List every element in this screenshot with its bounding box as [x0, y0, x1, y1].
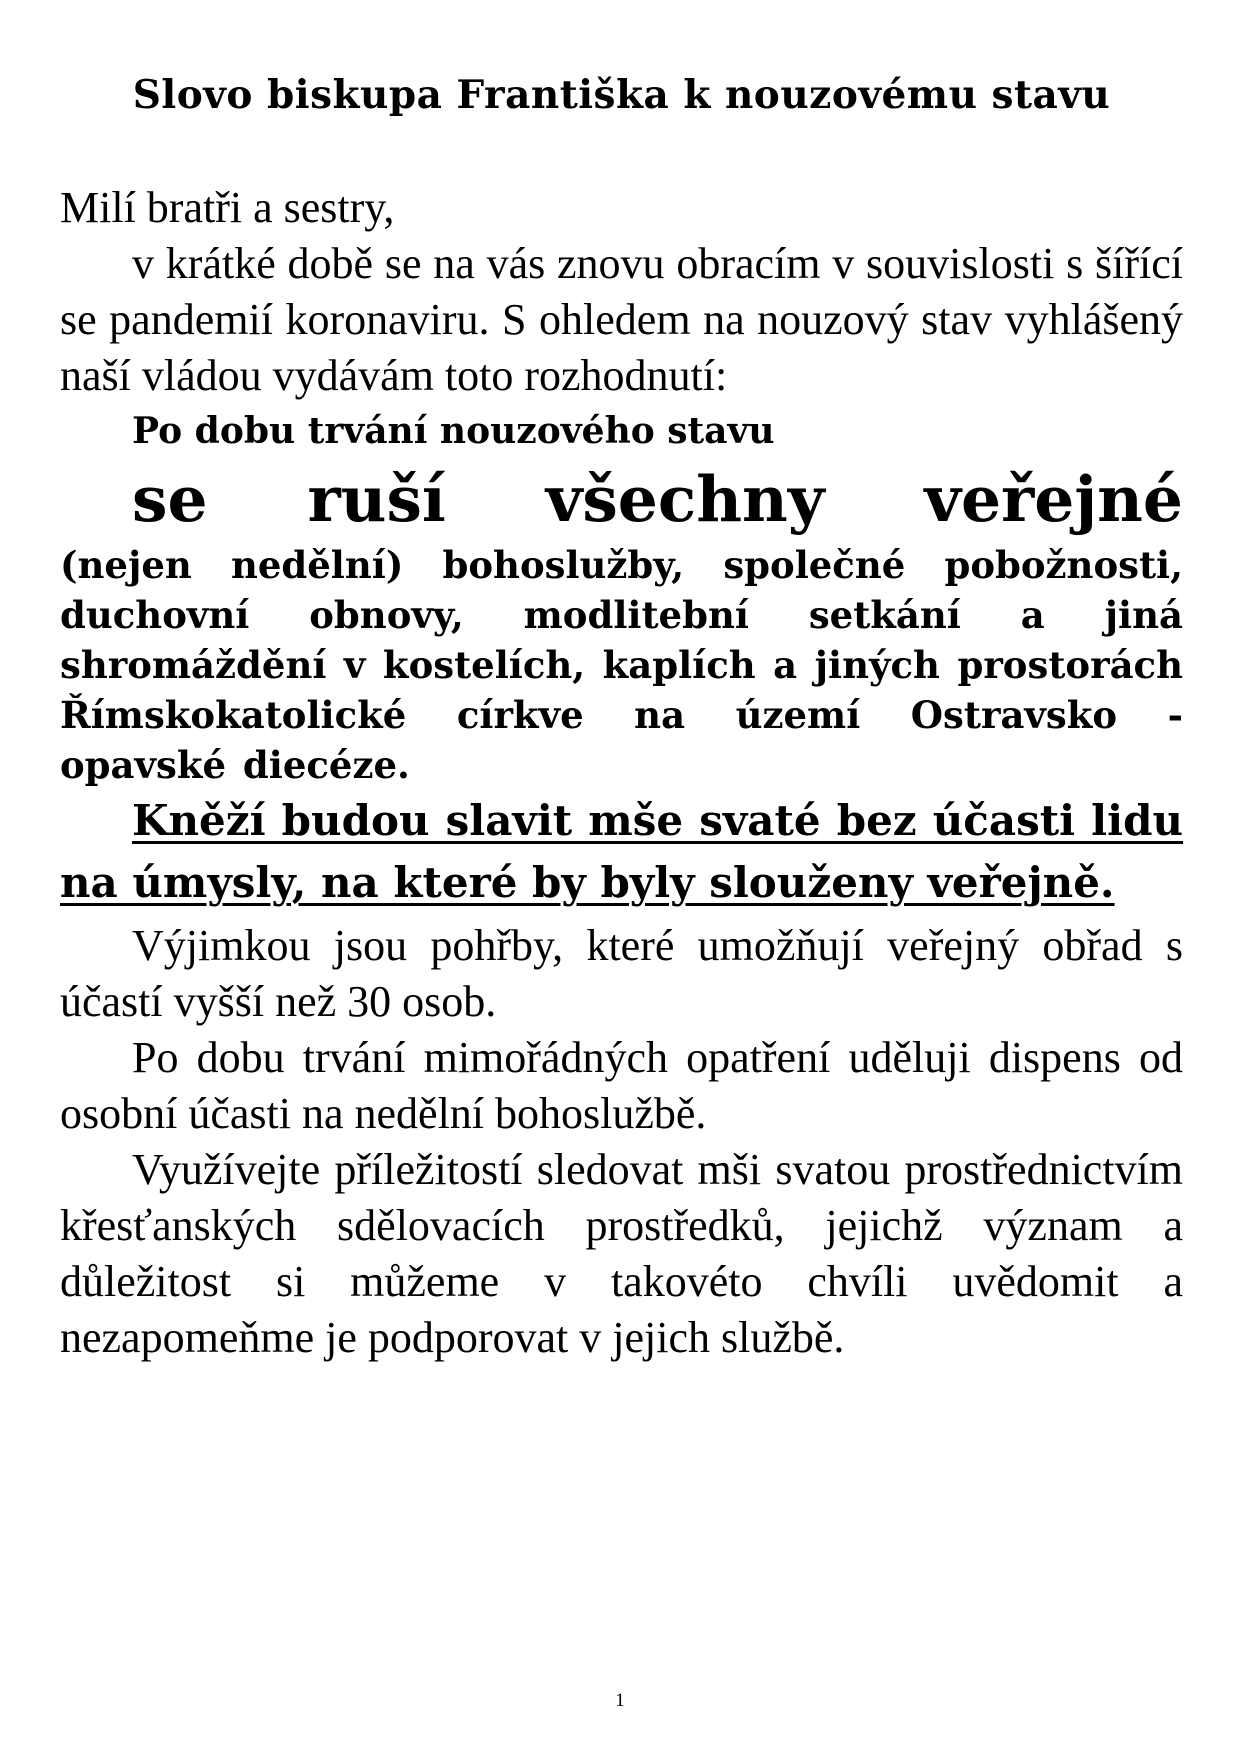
decision-lead: Po dobu trvání nouzového stavu [132, 410, 775, 452]
intro-paragraph: v krátké době se na vás znovu obracím v souvislosti s šířící se pandemií koronaviru. S ohledem na nouzový stav vyhlášený naší vládou vydávám toto rozhodnutí: [60, 239, 1183, 400]
page-number: 1 [615, 1690, 625, 1711]
dispensation-paragraph: Po dobu trvání mimořádných opatření uděluji dispens od osobní účasti na nedělní bohoslužbě. [60, 1033, 1183, 1138]
document-body [60, 180, 1183, 1366]
priests-note: Kněží budou slavit mše svaté bez účasti lidu na úmysly, na které by byly slouženy veřejně. [60, 796, 1183, 907]
decision-detail: (nejen nedělní) bohoslužby, společné pobožnosti, duchovní obnovy, modlitební setkání a jiná shromáždění v kostelích, kaplích a jiných prostorách Římskokatolické církve na území Ostravsko - opavské diecéze. [60, 543, 1183, 787]
salutation: Milí bratři a sestry, [60, 183, 395, 232]
document-page [60, 0, 1183, 1754]
decision-headline: se ruší všechny veřejné [132, 462, 1183, 536]
exception-paragraph: Výjimkou jsou pohřby, které umožňují veřejný obřad s účastí vyšší než 30 osob. [60, 921, 1183, 1026]
document-title: Slovo biskupa Františka k nouzovému stavu [132, 72, 1111, 118]
media-appeal-paragraph: Využívejte příležitostí sledovat mši svatou prostřednictvím křesťanských sdělovacích prostředků, jejichž význam a důležitost si můžeme v takovéto chvíli uvědomit a nezapomeňme je podporovat v jejich službě. [60, 1145, 1183, 1362]
